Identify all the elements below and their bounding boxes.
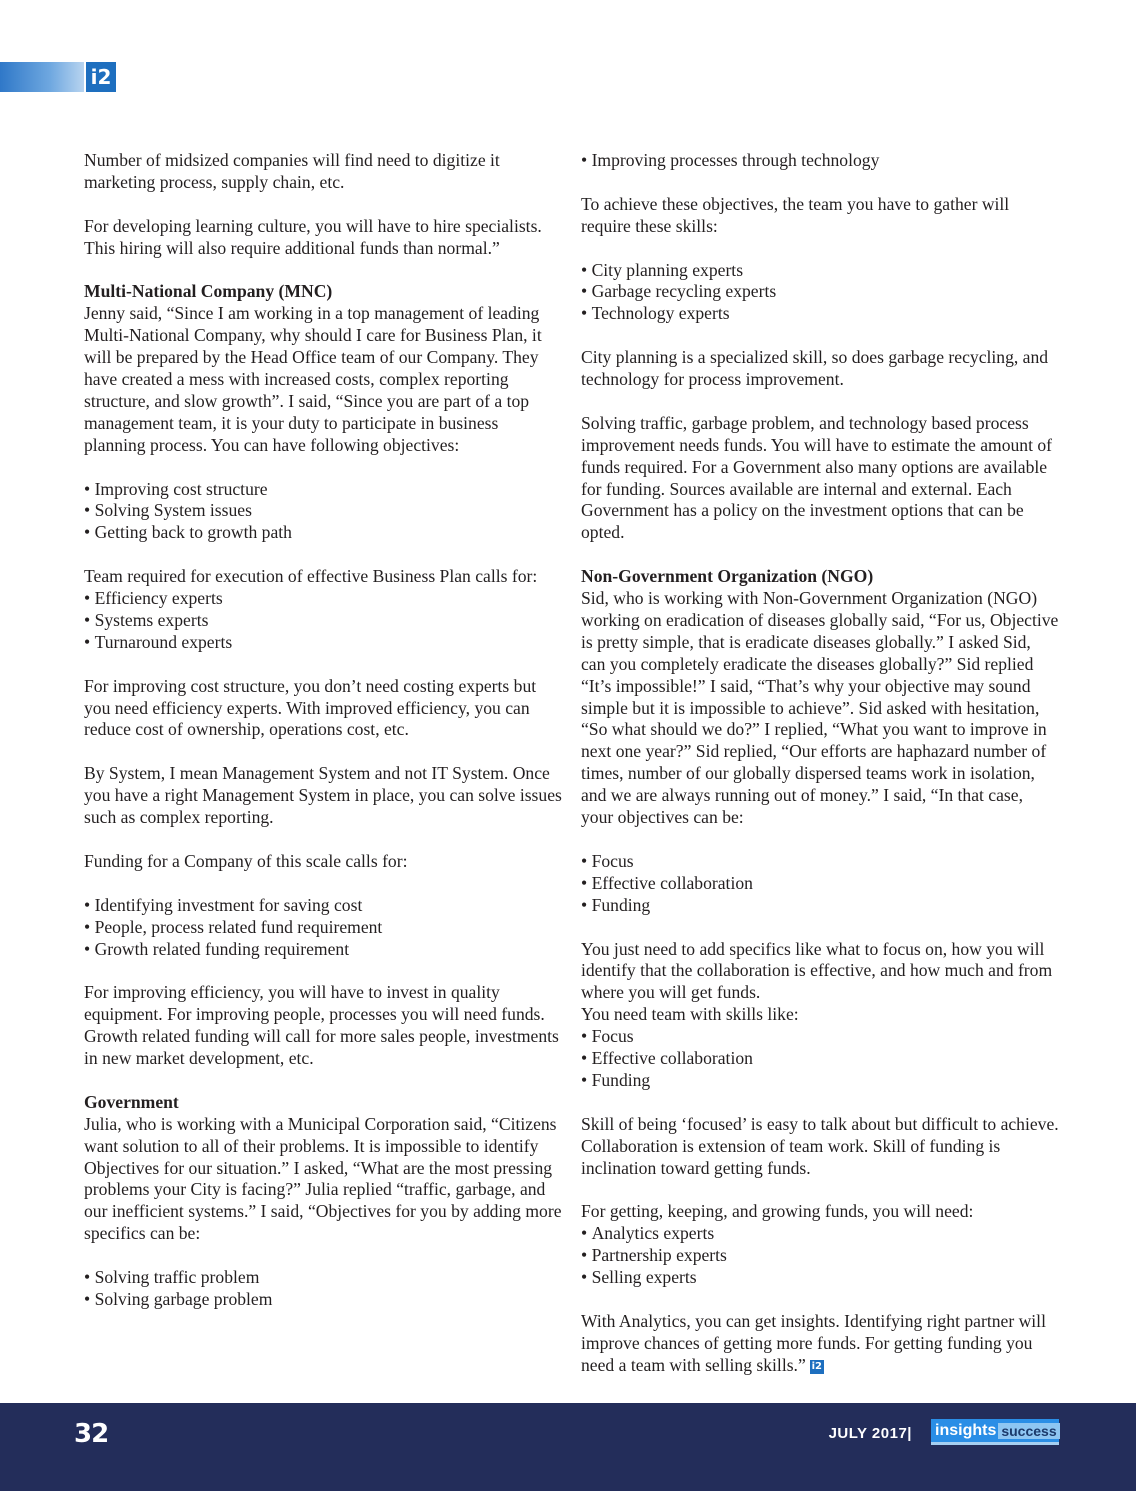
paragraph: For developing learning culture, you will have to hire specialists. This hiring will also require additional funds than normal.”	[84, 215, 542, 258]
issue-date: JULY 2017|	[828, 1425, 912, 1442]
page-number: 32	[74, 1419, 109, 1449]
list-item: • People, process related fund requirement	[84, 917, 562, 939]
paragraph: Jenny said, “Since I am working in a top management of leading Multi-National Company, why should I care for Business Plan, it will be prepared by the Head Office team of our Company. They have created a mess with increased costs, complex reporting structure, and slow growth”. I said, “Since you are part of a top management team, it is your duty to participate in business planning process. You can have following objectives:	[84, 303, 542, 455]
paragraph: To achieve these objectives, the team you have to gather will require these skills:	[581, 193, 1010, 236]
paragraph: Team required for execution of effective Business Plan calls for:	[84, 566, 538, 587]
paragraph: Funding for a Company of this scale calls for:	[84, 850, 408, 871]
section-heading-government: Government	[84, 1091, 179, 1112]
paragraph: Solving traffic, garbage problem, and technology based process improvement needs funds. You will have to estimate the amount of funds required. For a Government also many options are available for funding. Sources available are internal and external. Each Government has a policy on the investment options that can be opted.	[581, 412, 1053, 543]
list-item: • Solving traffic problem	[84, 1267, 562, 1289]
list-item: • Effective collaboration	[581, 873, 1059, 895]
bullet-list	[84, 895, 562, 961]
list-item: • Funding	[581, 1070, 1059, 1092]
bullet-list	[581, 1026, 1059, 1092]
brand-main: insights	[935, 1421, 997, 1439]
list-item: • Focus	[581, 1026, 1059, 1048]
brand-logo	[931, 1419, 1059, 1445]
list-item: • Identifying investment for saving cost	[84, 895, 562, 917]
magazine-logo-icon: i2	[86, 62, 116, 92]
list-item: • Selling experts	[581, 1267, 1059, 1289]
paragraph: By System, I mean Management System and not IT System. Once you have a right Management System in place, you can solve issues such as complex reporting.	[84, 763, 562, 828]
bullet-list	[84, 479, 562, 545]
paragraph: Julia, who is working with a Municipal Corporation said, “Citizens want solution to all of their problems. It is impossible to identify Objectives for our situation.” I asked, “What are the most pressing problems your City is facing?” Julia replied “traffic, garbage, and our inefficient systems.” I said, “Objectives for you by adding more specifics can be:	[84, 1113, 562, 1244]
paragraph: For getting, keeping, and growing funds, you will need:	[581, 1201, 974, 1222]
page-footer	[0, 1403, 1136, 1491]
list-item: • Partnership experts	[581, 1245, 1059, 1267]
paragraph: For improving cost structure, you don’t need costing experts but you need efficiency experts. With improved efficiency, you can reduce cost of ownership, operations cost, etc.	[84, 675, 537, 740]
list-item: • Analytics experts	[581, 1223, 1059, 1245]
paragraph: You need team with skills like:	[581, 1004, 799, 1025]
left-column	[84, 150, 562, 1311]
list-item: • Turnaround experts	[84, 632, 562, 654]
bullet-list	[581, 260, 1059, 326]
list-item: • City planning experts	[581, 260, 1059, 282]
paragraph: Sid, who is working with Non-Government Organization (NGO) working on eradication of diseases globally said, “For us, Objective is pretty simple, that is eradicate diseases globally.” I asked Sid, can you completely eradicate the diseases globally?” Sid replied “It’s impossible!” I said, “That’s why your objective may sound simple but it is impossible to achieve”. Sid asked with hesitation, “So what should we do?” I replied, “What you want to improve in next one year?” Sid replied, “Our efforts are haphazard number of times, number of our globally dispersed teams work in isolation, and we are always running out of money.” I said, “In that case, your objectives can be:	[581, 588, 1059, 828]
paragraph: For improving efficiency, you will have to invest in quality equipment. For improving people, processes you will need funds. Growth related funding will call for more sales people, investments in new market development, etc.	[84, 982, 559, 1069]
list-item: • Technology experts	[581, 303, 1059, 325]
paragraph: Number of midsized companies will find need to digitize it marketing process, supply chain, etc.	[84, 150, 500, 192]
list-item: • Effective collaboration	[581, 1048, 1059, 1070]
list-item: • Improving processes through technology	[581, 150, 1059, 172]
section-heading-ngo: Non-Government Organization (NGO)	[581, 566, 874, 587]
paragraph: Skill of being ‘focused’ is easy to talk about but difficult to achieve. Collaboration is extension of team work. Skill of funding is inclination toward getting funds.	[581, 1113, 1059, 1178]
bullet-list	[84, 1267, 562, 1311]
list-item: • Garbage recycling experts	[581, 281, 1059, 303]
bullet-list	[581, 150, 1059, 172]
list-item: • Funding	[581, 895, 1059, 917]
list-item: • Solving System issues	[84, 500, 562, 522]
final-text: With Analytics, you can get insights. Identifying right partner will improve chances of getting more funds. For getting funding you need a team with selling skills.”	[581, 1310, 1046, 1375]
brand-accent: success	[998, 1423, 1059, 1439]
list-item: • Growth related funding requirement	[84, 939, 562, 961]
list-item: • Getting back to growth path	[84, 522, 562, 544]
bullet-list	[581, 1223, 1059, 1289]
list-item: • Solving garbage problem	[84, 1289, 562, 1311]
list-item: • Improving cost structure	[84, 479, 562, 501]
list-item: • Systems experts	[84, 610, 562, 632]
right-column	[581, 150, 1059, 1377]
bullet-list	[581, 851, 1059, 917]
paragraph: You just need to add specifics like what to focus on, how you will identify that the collaboration is effective, and how much and from where you will get funds.	[581, 938, 1053, 1003]
list-item: • Focus	[581, 851, 1059, 873]
header-accent-bar	[0, 62, 84, 92]
end-mark-icon: i2	[811, 1360, 822, 1372]
list-item: • Efficiency experts	[84, 588, 562, 610]
section-heading-mnc: Multi-National Company (MNC)	[84, 281, 333, 302]
paragraph: City planning is a specialized skill, so does garbage recycling, and technology for process improvement.	[581, 347, 1049, 390]
bullet-list	[84, 588, 562, 654]
paragraph-final	[581, 1311, 1059, 1377]
